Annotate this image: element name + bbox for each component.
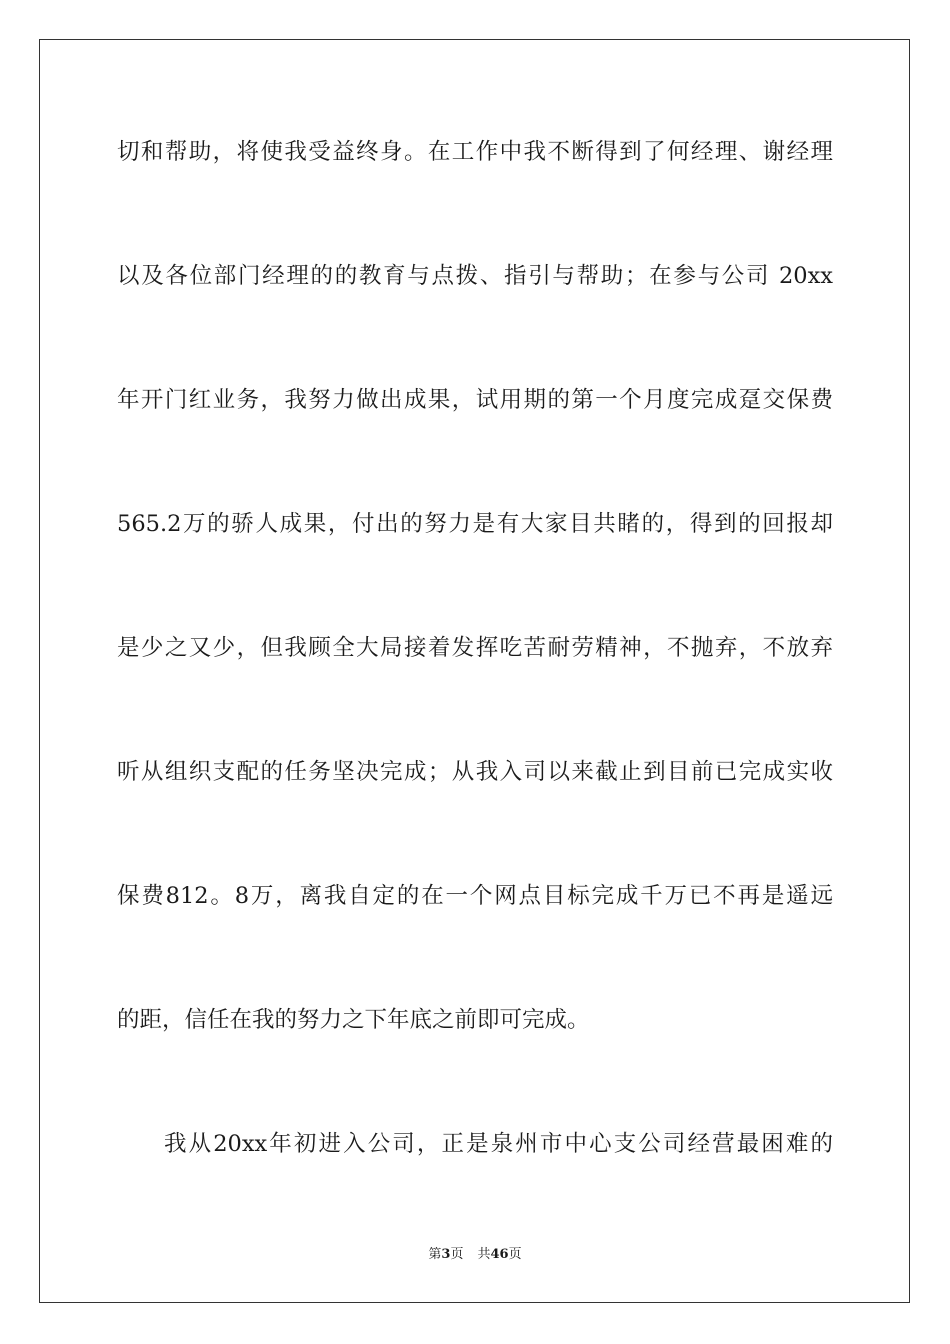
paragraph-line-1: 切和帮助，将使我受益终身。在工作中我不断得到了何经理、谢经理 [117,139,833,165]
page-suffix: 页 [450,1247,464,1262]
paragraph-line-7: 保费812。8万，离我自定的在一个网点目标完成千万已不再是遥远 [117,883,833,909]
paragraph-line-4: 565.2万的骄人成果，付出的努力是有大家目共睹的，得到的回报却 [117,511,833,537]
paragraph-line-6: 听从组织支配的任务坚决完成；从我入司以来截止到目前已完成实收 [117,759,833,785]
page-prefix: 第 [428,1247,442,1262]
page-number: 3 [441,1247,451,1262]
paragraph-line-5: 是少之又少，但我顾全大局接着发挥吃苦耐劳精神，不抛弃，不放弃 [117,635,833,661]
paragraph-line-8: 的距，信任在我的努力之下年底之前即可完成。 [117,1007,590,1033]
total-prefix: 共 [477,1247,491,1262]
total-pages: 46 [490,1247,509,1262]
page-footer [0,1246,950,1264]
total-suffix: 页 [508,1247,522,1262]
paragraph-line-9: 我从20xx年初进入公司，正是泉州市中心支公司经营最困难的 [164,1131,833,1157]
paragraph-line-2: 以及各位部门经理的的教育与点拨、指引与帮助；在参与公司 20xx [117,263,833,289]
paragraph-line-3: 年开门红业务，我努力做出成果，试用期的第一个月度完成趸交保费 [117,387,833,413]
